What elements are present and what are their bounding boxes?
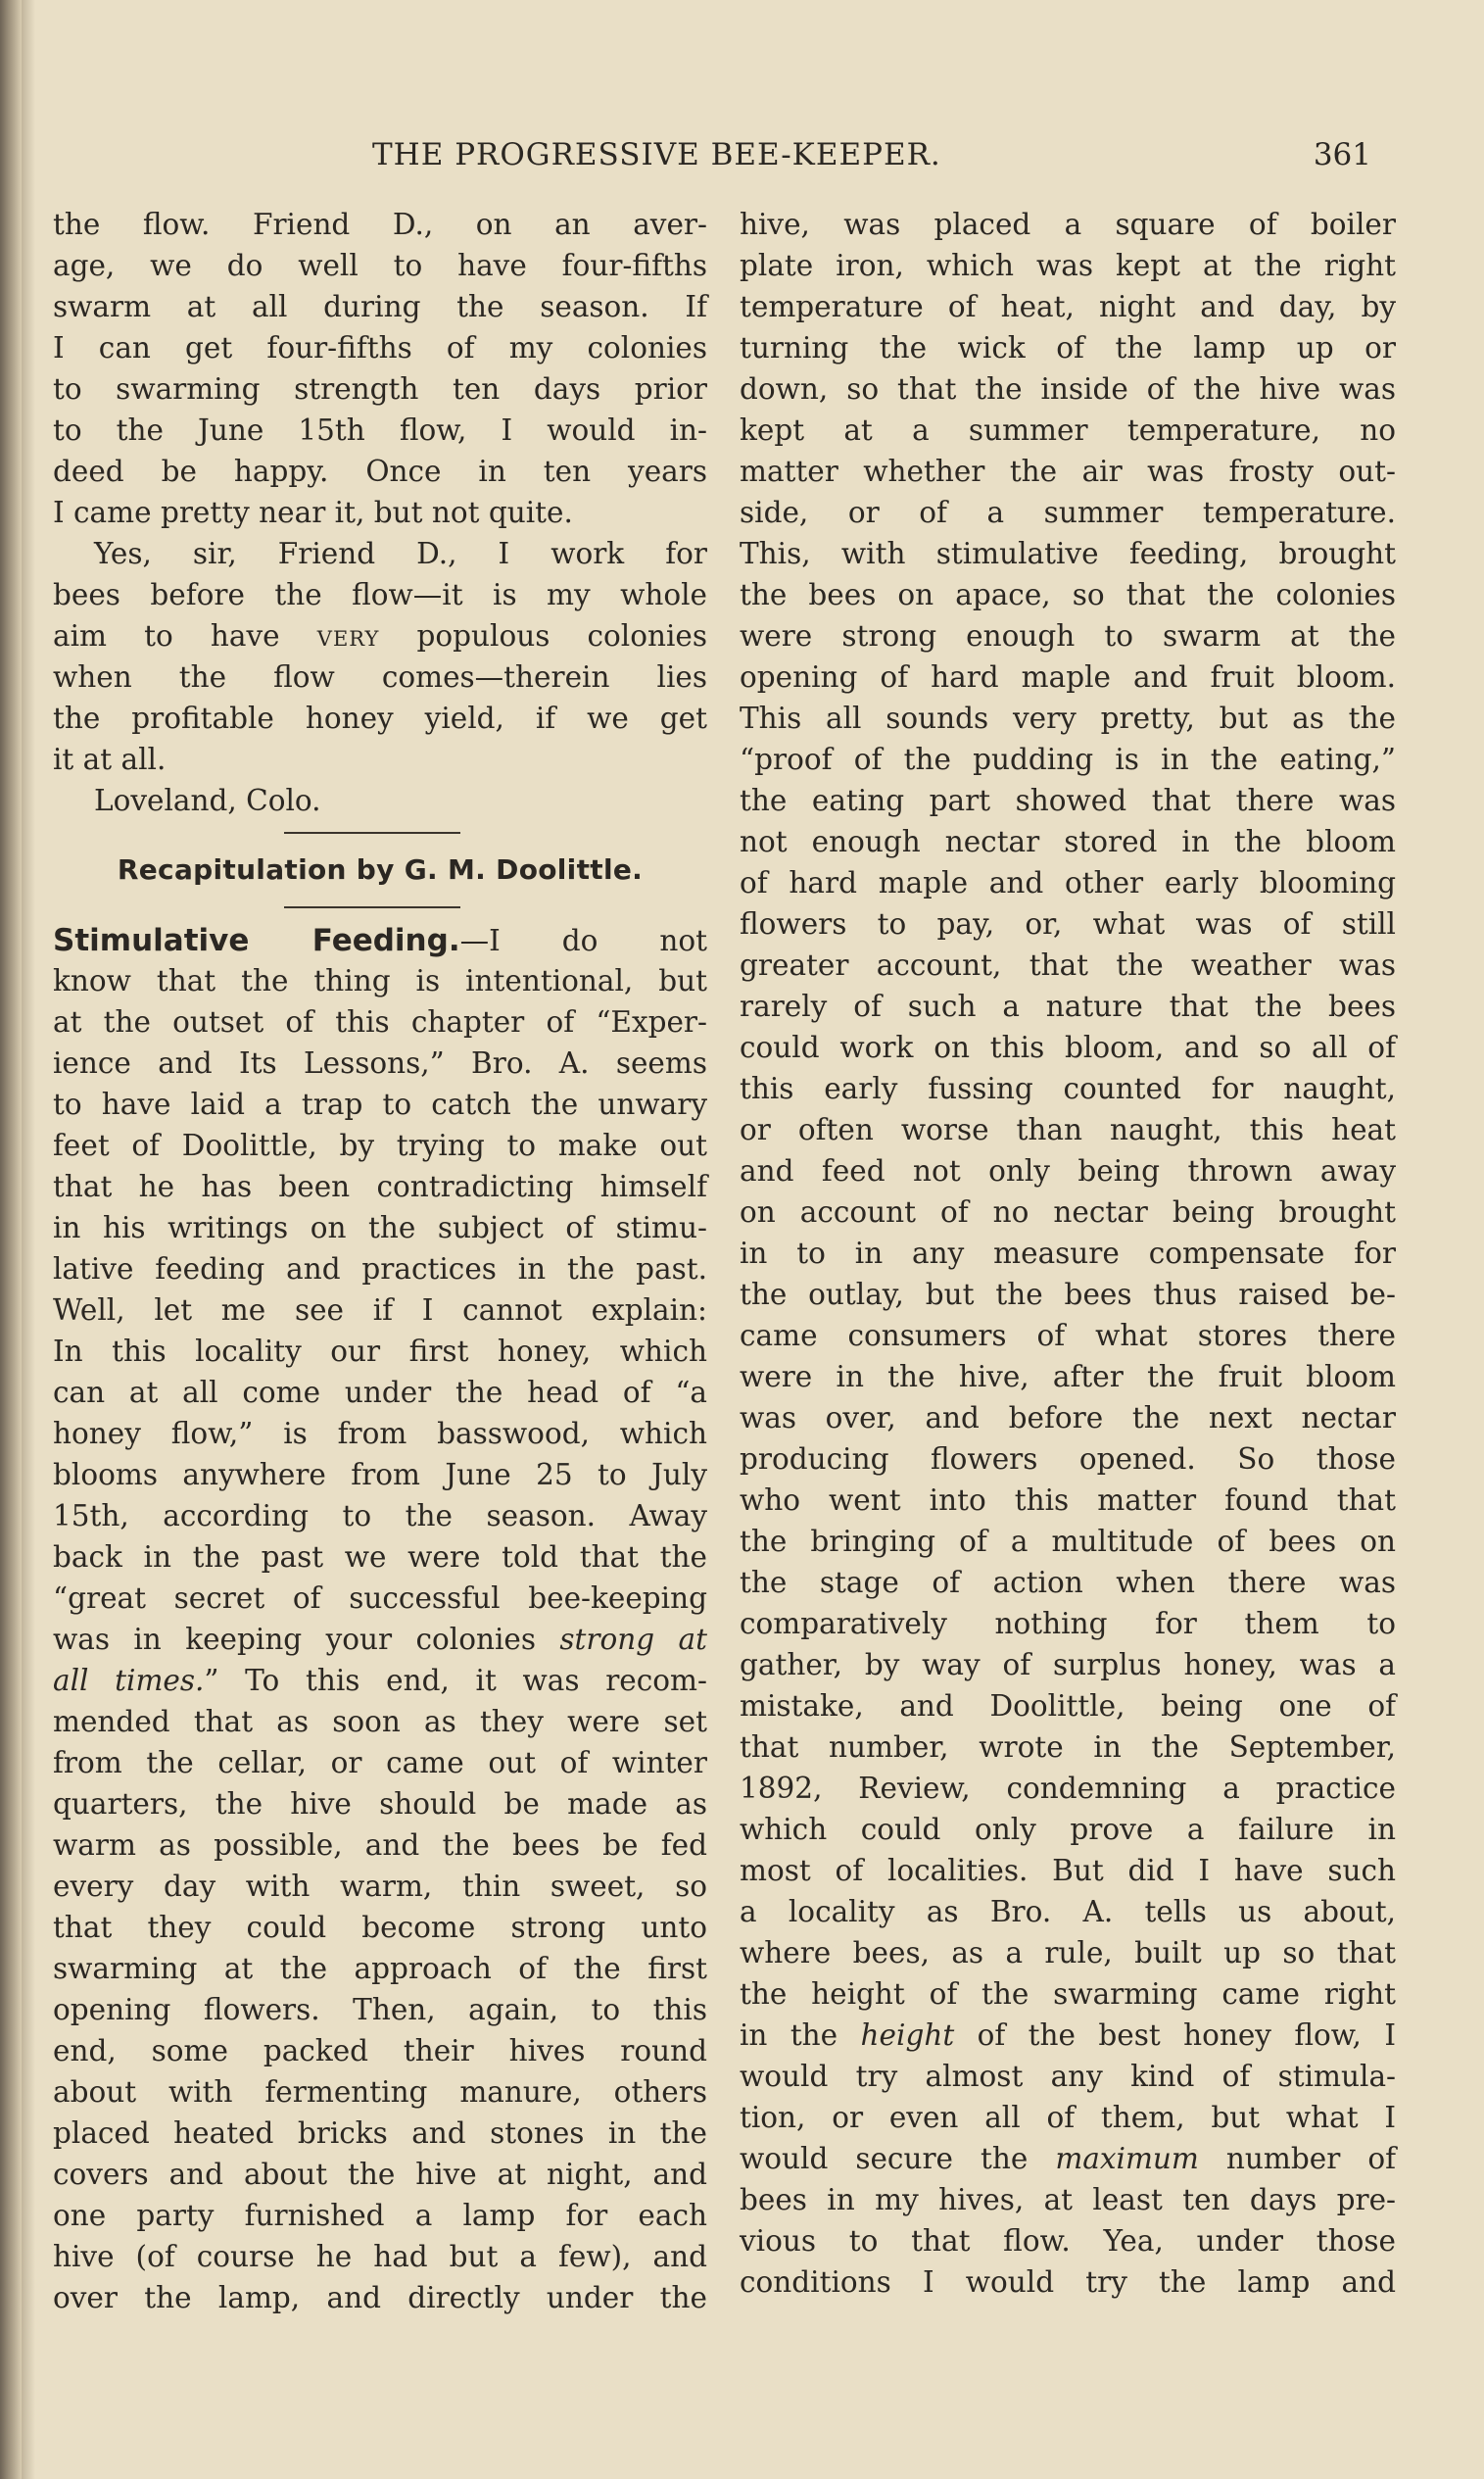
text-line: can at all come under the head of “a (53, 1376, 707, 1409)
section-rule-top (53, 821, 707, 845)
text-line: matter whether the air was frosty out- (740, 455, 1396, 488)
text-line: blooms anywhere from June 25 to July (53, 1458, 707, 1491)
emphasis-italic: all times. (53, 1664, 205, 1697)
text-line: side, or of a summer temperature. (740, 496, 1396, 529)
section-title: Recapitulation by G. M. Doolittle. (117, 853, 644, 886)
text-line: came consumers of what stores there (740, 1319, 1396, 1352)
author-location: Loveland, Colo. (94, 784, 321, 817)
text-line: this early fussing counted for naught, (740, 1072, 1396, 1105)
text-line: would try almost any kind of stimula- (740, 2060, 1396, 2093)
text-line: ience and Its Lessons,” Bro. A. seems (53, 1046, 707, 1080)
text-line: feet of Doolittle, by trying to make out (53, 1129, 707, 1162)
text-line: gather, by way of surplus honey, was a (740, 1648, 1396, 1681)
text-line: mended that as soon as they were set (53, 1705, 707, 1738)
text-line: down, so that the inside of the hive was (740, 372, 1396, 406)
text-line: Well, let me see if I cannot explain: (53, 1293, 707, 1327)
running-head: THE PROGRESSIVE BEE-KEEPER. (372, 137, 941, 172)
text-line: warm as possible, and the bees be fed (53, 1828, 707, 1862)
text-line: the bringing of a multitude of bees on (740, 1525, 1396, 1558)
page-gutter-shadow (22, 0, 35, 2479)
text-line: in to in any measure compensate for (740, 1237, 1396, 1270)
subheading: Stimulative Feeding. (53, 923, 460, 958)
text-line: mistake, and Doolittle, being one of (740, 1689, 1396, 1723)
text-line: deed be happy. Once in ten years (53, 455, 707, 488)
text-line: to the June 15th flow, I would in- (53, 413, 707, 447)
text-line: the profitable honey yield, if we get (53, 702, 707, 735)
text-line: vious to that flow. Yea, under those (740, 2224, 1396, 2258)
text-line: all times.” To this end, it was recom- (53, 1664, 707, 1697)
text-line: temperature of heat, night and day, by (740, 290, 1396, 323)
text-line: who went into this matter found that (740, 1483, 1396, 1517)
text-line: in the height of the best honey flow, I (740, 2018, 1396, 2052)
text-line: not enough nectar stored in the bloom (740, 825, 1396, 858)
text-line: from the cellar, or came out of winter (53, 1746, 707, 1779)
text-line: “proof of the pudding is in the eating,” (740, 743, 1396, 776)
page-header (372, 137, 1371, 176)
text-line: when the flow comes—therein lies (53, 660, 707, 694)
text-line: plate iron, which was kept at the right (740, 249, 1396, 282)
text-line: I came pretty near it, but not quite. (53, 496, 573, 529)
text-line: This, with stimulative feeding, brought (740, 537, 1396, 570)
text-line: kept at a summer temperature, no (740, 413, 1396, 447)
text-line: which could only prove a failure in (740, 1813, 1396, 1846)
text-line: In this locality our first honey, which (53, 1335, 707, 1368)
text-line: about with fermenting manure, others (53, 2075, 707, 2109)
text-line: over the lamp, and directly under the (53, 2281, 707, 2314)
book-binding-edge (0, 0, 22, 2479)
text-line: 15th, according to the season. Away (53, 1499, 707, 1532)
text-line: were in the hive, after the fruit bloom (740, 1360, 1396, 1393)
text-line: it at all. (53, 743, 167, 776)
emphasis-italic: strong at (559, 1623, 707, 1656)
text-line: one party furnished a lamp for each (53, 2199, 707, 2232)
text-line: a locality as Bro. A. tells us about, (740, 1895, 1396, 1928)
text-line: or often worse than naught, this heat (740, 1113, 1396, 1146)
text-line: Stimulative Feeding.—I do not (53, 923, 708, 958)
text-line: every day with warm, thin sweet, so (53, 1870, 707, 1903)
text-line: the bees on apace, so that the colonies (740, 578, 1396, 611)
text-line: rarely of such a nature that the bees (740, 990, 1396, 1023)
text-line: 1892, Review, condemning a practice (740, 1772, 1396, 1805)
text-line: Yes, sir, Friend D., I work for (94, 537, 707, 570)
text-line: “great secret of successful bee-keeping (53, 1581, 707, 1615)
text-line: was in keeping your colonies strong at (53, 1623, 707, 1656)
article-body (53, 919, 707, 2318)
text-line: greater account, that the weather was (740, 948, 1396, 982)
emphasis-italic: maximum (1055, 2142, 1199, 2175)
right-column (740, 204, 1396, 2303)
text-line: comparatively nothing for them to (740, 1607, 1396, 1640)
text-line: back in the past we were told that the (53, 1540, 707, 1574)
text-line: that number, wrote in the September, (740, 1730, 1396, 1764)
text-line: to swarming strength ten days prior (53, 372, 707, 406)
text-line: the outlay, but the bees thus raised be- (740, 1278, 1396, 1311)
text-line: the height of the swarming came right (740, 1977, 1396, 2011)
text-line: end, some packed their hives round (53, 2034, 707, 2067)
text-line: opening of hard maple and fruit bloom. (740, 660, 1396, 694)
text-line: of hard maple and other early blooming (740, 866, 1396, 899)
text-line: honey flow,” is from basswood, which (53, 1417, 707, 1450)
text-line: hive (of course he had but a few), and (53, 2240, 707, 2273)
emphasis-small-caps: very (316, 619, 380, 653)
text-line: bees before the flow—it is my whole (53, 578, 707, 611)
text-line: were strong enough to swarm at the (740, 619, 1396, 653)
text-line: producing flowers opened. So those (740, 1442, 1396, 1476)
text-line: swarm at all during the season. If (53, 290, 707, 323)
text-line: conditions I would try the lamp and (740, 2265, 1396, 2299)
text-line: hive, was placed a square of boiler (740, 208, 1396, 241)
text-line: know that the thing is intentional, but (53, 964, 707, 997)
text-line: was over, and before the next nectar (740, 1401, 1396, 1434)
text-line: aim to have very populous colonies (53, 619, 708, 653)
text-line: turning the wick of the lamp up or (740, 331, 1396, 365)
text-line: most of localities. But did I have such (740, 1854, 1396, 1887)
text-line: covers and about the hive at night, and (53, 2158, 707, 2191)
text-line: tion, or even all of them, but what I (740, 2101, 1396, 2134)
emphasis-italic: height (860, 2018, 955, 2052)
text-line: bees in my hives, at least ten days pre- (740, 2183, 1396, 2216)
closing-paragraph (53, 533, 707, 821)
text-line: placed heated bricks and stones in the (53, 2116, 707, 2150)
text-line: opening flowers. Then, again, to this (53, 1993, 707, 2026)
text-line: could work on this bloom, and so all of (740, 1031, 1396, 1064)
text-line: swarming at the approach of the first (53, 1952, 707, 1985)
text-line: in his writings on the subject of stimu- (53, 1211, 707, 1244)
text-line: the flow. Friend D., on an aver- (53, 208, 707, 241)
left-column (53, 204, 707, 2318)
text-line: quarters, the hive should be made as (53, 1787, 707, 1821)
continuation-paragraph (53, 204, 707, 533)
text-line: lative feeding and practices in the past. (53, 1252, 707, 1286)
text-line: where bees, as a rule, built up so that (740, 1936, 1396, 1969)
text-line: on account of no nectar being brought (740, 1195, 1396, 1229)
text-line: flowers to pay, or, what was of still (740, 907, 1396, 941)
text-line: at the outset of this chapter of “Exper- (53, 1005, 707, 1039)
text-line: that he has been contradicting himself (53, 1170, 707, 1203)
section-rule-bottom (53, 896, 707, 919)
text-line: I can get four-fifths of my colonies (53, 331, 707, 365)
text-line: age, we do well to have four-fifths (53, 249, 707, 282)
page-number: 361 (1313, 137, 1371, 172)
text-line: and feed not only being thrown away (740, 1154, 1396, 1188)
text-line: that they could become strong unto (53, 1911, 707, 1944)
text-line: to have laid a trap to catch the unwary (53, 1088, 707, 1121)
text-line: the eating part showed that there was (740, 784, 1396, 817)
text-line: the stage of action when there was (740, 1566, 1396, 1599)
text-line: would secure the maximum number of (740, 2142, 1396, 2175)
text-line: This all sounds very pretty, but as the (740, 702, 1396, 735)
